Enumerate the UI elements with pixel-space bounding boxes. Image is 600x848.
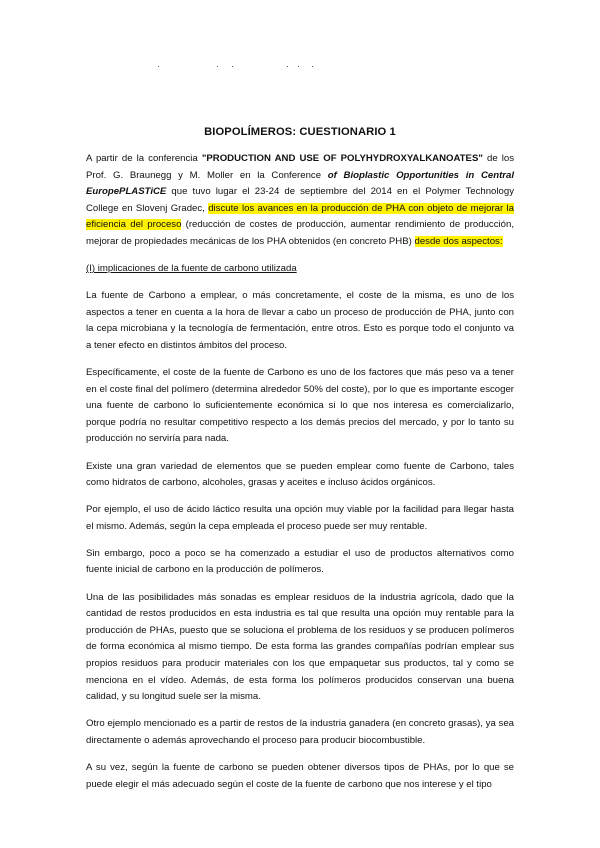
paragraph: Otro ejemplo mencionado es a partir de restos de la industria ganadera (en concreto grasas), ya sea directamente o además aprovechando el proceso para producir biocombustible. bbox=[86, 718, 514, 746]
conference-name: of Bioplastic Opportunities in Central EuropePLASTiCE bbox=[86, 169, 514, 198]
highlight-task: discute los avances en la producción de PHA con objeto de mejorar la eficiencia del proceso bbox=[86, 202, 514, 231]
highlight-aspects: desde dos aspectos: bbox=[414, 235, 503, 247]
paragraph: La fuente de Carbono a emplear, o más concretamente, el coste de la misma, es uno de los aspectos a tener en cuenta a la hora de llevar a cabo un proceso de producción de PHA, junto con la cepa microbiana y la tecnología de fermentación, entre otros. Esto es porque todo el conjunto va a tener efecto en distintos ámbitos del proceso. bbox=[86, 290, 514, 351]
paragraph: Específicamente, el coste de la fuente de Carbono es uno de los factores que más peso va a tener en el coste final del polímero (determina alrededor 50% del coste), por lo que es importante escoger una fuente de carbono lo suficientemente económica si lo que nos interesa es comercializarlo, porque podría no resultar competitivo respecto a los demás precios del mercado, y por lo tanto su producción no serviría para nada. bbox=[86, 367, 514, 445]
document-body bbox=[86, 151, 514, 804]
header-marks bbox=[0, 66, 600, 76]
conference-title: "PRODUCTION AND USE OF POLYHYDROXYALKANOATES" bbox=[201, 153, 483, 164]
intro-paragraph: A partir de la conferencia "PRODUCTION AND USE OF POLYHYDROXYALKANOATES" de los Prof. G. Braunegg y M. Moller en la Conference of Bioplastic Opportunities in Central EuropePLASTiCE que tuvo lugar el 23-24 de septiembre del 2014 en el Polymer Technology College en Slovenj Gradec, discute los avances en la producción de PHA con objeto de mejorar la eficiencia del proceso (reducción de costes de producción, aumentar rendimiento de producción, mejorar de propiedades mecánicas de los PHA obtenidos (en concreto PHB) desde dos aspectos: bbox=[86, 153, 514, 247]
paragraph: Existe una gran variedad de elementos que se pueden emplear como fuente de Carbono, tales como hidratos de carbono, alcoholes, grasas y aceites e incluso ácidos orgánicos. bbox=[86, 460, 514, 489]
section-heading: (I) implicaciones de la fuente de carbono utilizada bbox=[86, 263, 297, 275]
paragraph: A su vez, según la fuente de carbono se pueden obtener diversos tipos de PHAs, por lo que se puede elegir el más adecuado según el coste de la fuente de carbono que nos interese y el tipo bbox=[86, 761, 514, 790]
paragraph: Una de las posibilidades más sonadas es emplear residuos de la industria agrícola, dado que la cantidad de restos producidos en esta industria es tal que resulta una opción muy rentable para la producción de PHAs, puesto que se soluciona el problema de los residuos y se producen polímeros de forma económica al mismo tiempo. De esta forma las grandes compañías podrían emplear sus propios residuos para producir materiales con los que empaquetar sus productos, tal y como se menciona en el vídeo. Además, de esta forma los polímeros producidos conservan una buena calidad, y su longitud suele ser la misma. bbox=[86, 591, 514, 703]
paragraph: Sin embargo, poco a poco se ha comenzado a estudiar el uso de productos alternativos como fuente inicial de carbono en la producción de polímeros. bbox=[86, 547, 514, 576]
paragraph: Por ejemplo, el uso de ácido láctico resulta una opción muy viable por la facilidad para llegar hasta el mismo. Además, según la cepa empleada el proceso puede ser muy rentable. bbox=[86, 504, 514, 532]
document-title: BIOPOLÍMEROS: CUESTIONARIO 1 bbox=[204, 126, 396, 138]
